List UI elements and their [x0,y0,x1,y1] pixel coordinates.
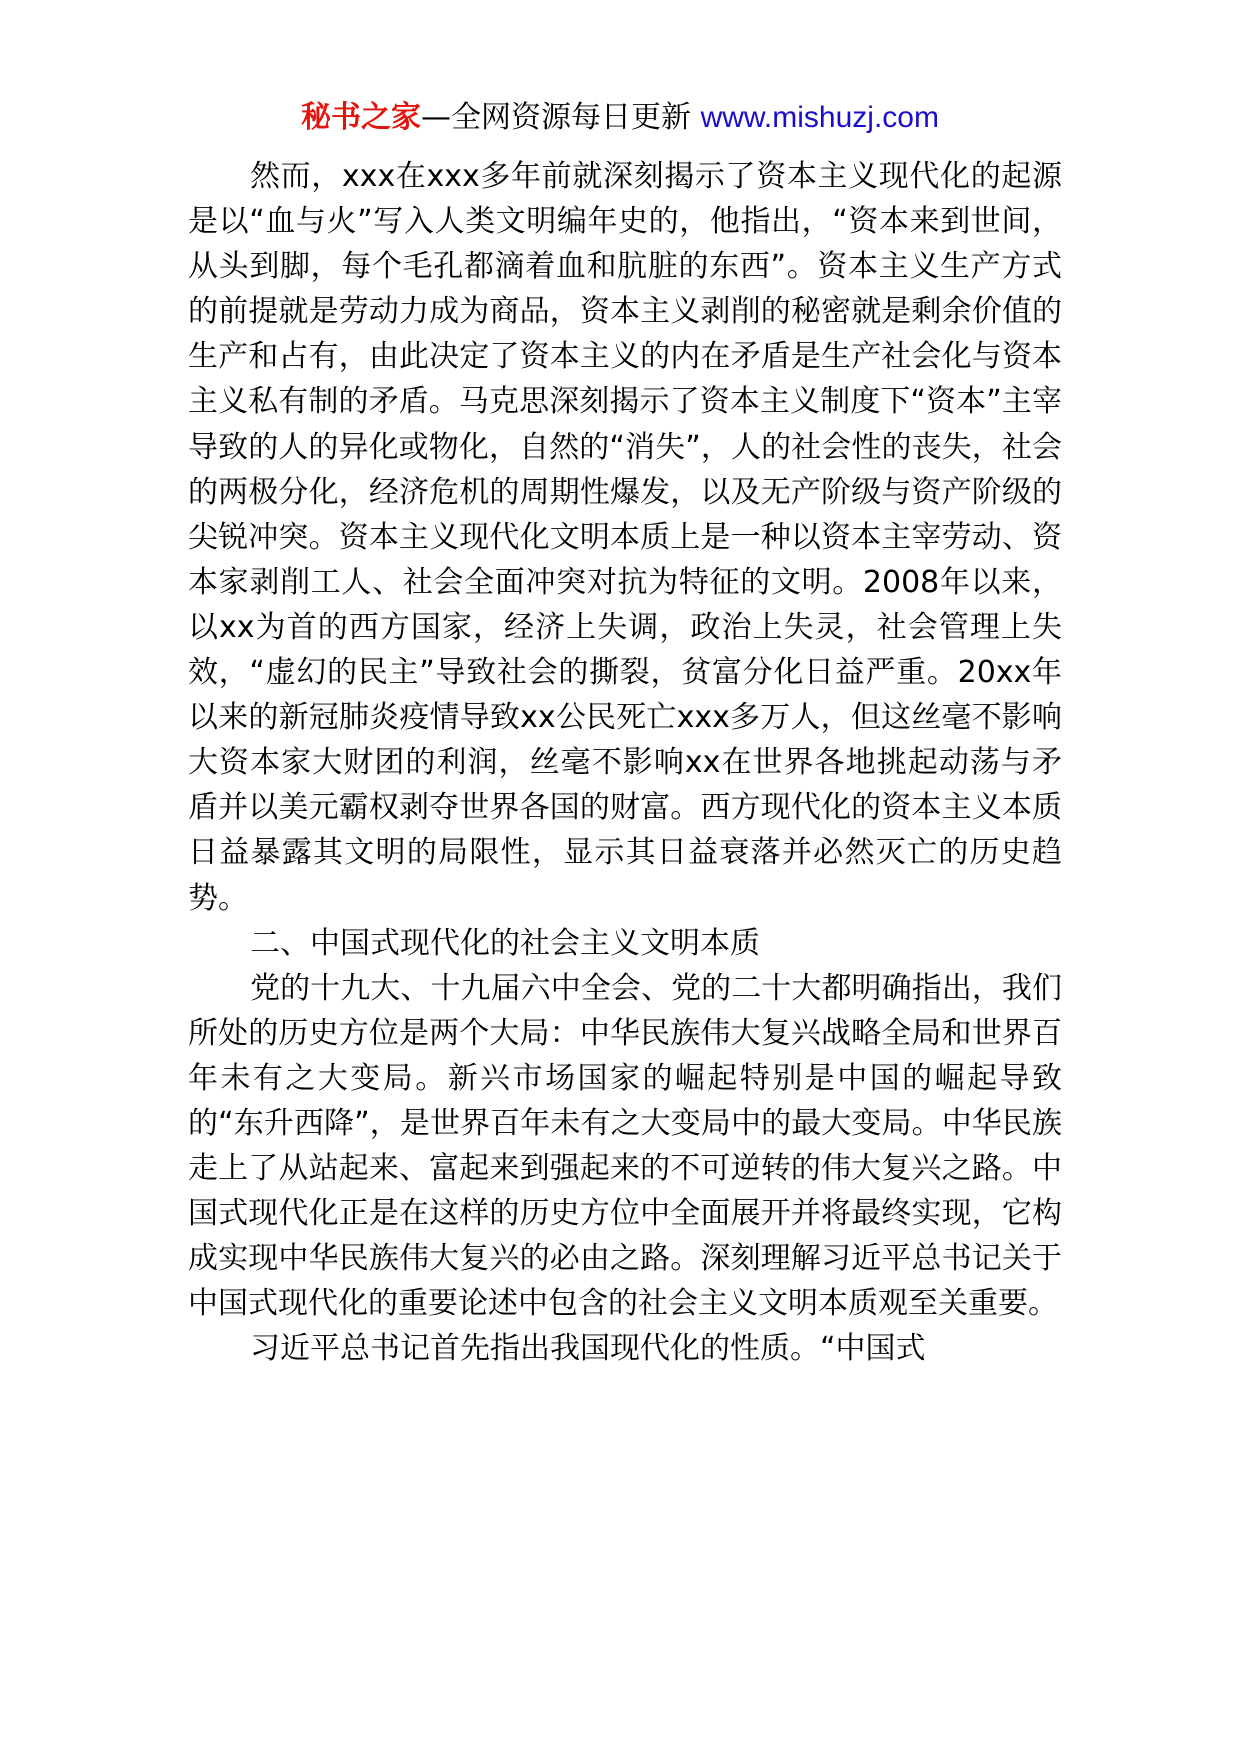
header-tagline: —全网资源每日更新 [421,100,692,135]
site-url-link[interactable]: www.mishuzj.com [700,101,939,134]
document-body [188,154,1062,1372]
page-header [0,98,1240,138]
brand-name: 秘书之家 [301,100,422,135]
body-paragraph: 习近平总书记首先指出我国现代化的性质。“中国式 [250,1331,926,1367]
body-paragraph: 党的十九大、十九届六中全会、党的二十大都明确指出，我们所处的历史方位是两个大局：中华民族伟大复兴战略全局和世界百年未有之大变局。新兴市场国家的崛起特别是中国的崛起导致的“东升西降”，是世界百年未有之大变局中的最大变局。中华民族走上了从站起来、富起来到强起来的不可逆转的伟大复兴之路。中国式现代化正是在这样的历史方位中全面展开并将最终实现，它构成实现中华民族伟大复兴的必由之路。深刻理解习近平总书记关于中国式现代化的重要论述中包含的社会主义文明本质观至关重要。 [188,970,1062,1322]
section-heading: 二、中国式现代化的社会主义文明本质 [250,925,760,961]
body-paragraph: 然而，xxx在xxx多年前就深刻揭示了资本主义现代化的起源是以“血与火”写入人类文明编年史的，他指出，“资本来到世间，从头到脚，每个毛孔都滴着血和肮脏的东西”。资本主义生产方式的前提就是劳动力成为商品，资本主义剥削的秘密就是剩余价值的生产和占有，由此决定了资本主义的内在矛盾是生产社会化与资本主义私有制的矛盾。马克思深刻揭示了资本主义制度下“资本”主宰导致的人的异化或物化，自然的“消失”，人的社会性的丧失，社会的两极分化，经济危机的周期性爆发，以及无产阶级与资产阶级的尖锐冲突。资本主义现代化文明本质上是一种以资本主宰劳动、资本家剥削工人、社会全面冲突对抗为特征的文明。2008年以来，以xx为首的西方国家，经济上失调，政治上失灵，社会管理上失效，“虚幻的民主”导致社会的撕裂，贫富分化日益严重。20xx年以来的新冠肺炎疫情导致xx公民死亡xxx多万人，但这丝毫不影响大资本家大财团的利润，丝毫不影响xx在世界各地挑起动荡与矛盾并以美元霸权剥夺世界各国的财富。西方现代化的资本主义本质日益暴露其文明的局限性，显示其日益衰落并必然灭亡的历史趋势。 [188,159,1062,916]
